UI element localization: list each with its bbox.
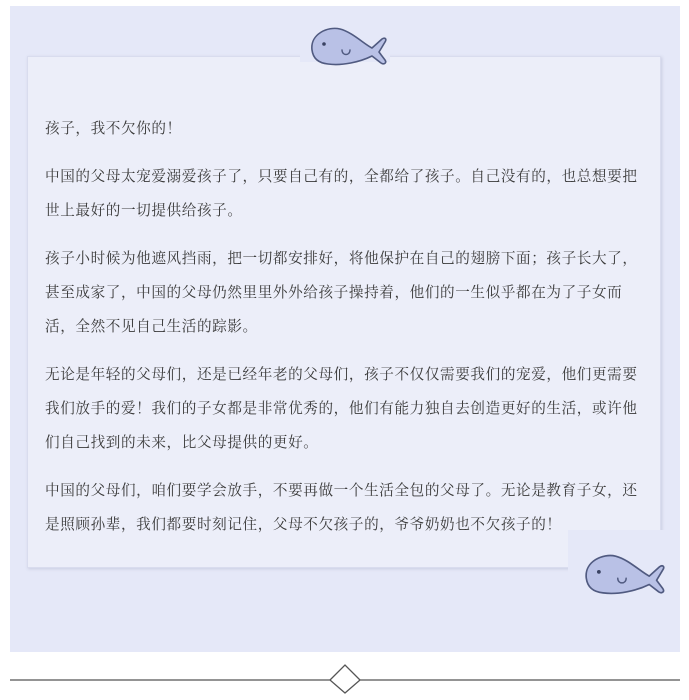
- article-paragraph: 中国的父母们，咱们要学会放手，不要再做一个生活全包的父母了。无论是教育子女，还是照顾孙辈，我们都要时刻记住，父母不欠孩子的，爷爷奶奶也不欠孩子的！: [45, 482, 638, 533]
- article-paragraph: 孩子，我不欠你的！: [45, 120, 182, 137]
- article-paragraph: 无论是年轻的父母们，还是已经年老的父母们，孩子不仅仅需要我们的宠爱，他们更需要我们放手的爱！我们的子女都是非常优秀的，他们有能力独自去创造更好的生活，或许他们自己找到的未来，比父母提供的更好。: [45, 366, 638, 451]
- article-body: [45, 112, 641, 556]
- whale-icon: [580, 550, 666, 598]
- article-paragraph: 中国的父母太宠爱溺爱孩子了，只要自己有的，全都给了孩子。自己没有的，也总想要把世上最好的一切提供给孩子。: [45, 168, 638, 219]
- whale-icon: [306, 24, 388, 68]
- chevron-down-icon: [0, 660, 689, 700]
- article-paragraph: 孩子小时候为他遮风挡雨，把一切都安排好，将他保护在自己的翅膀下面；孩子长大了，甚至成家了，中国的父母仍然里里外外给孩子操持着，他们的一生似乎都在为了子女而活，全然不见自己生活的踪影。: [45, 250, 638, 335]
